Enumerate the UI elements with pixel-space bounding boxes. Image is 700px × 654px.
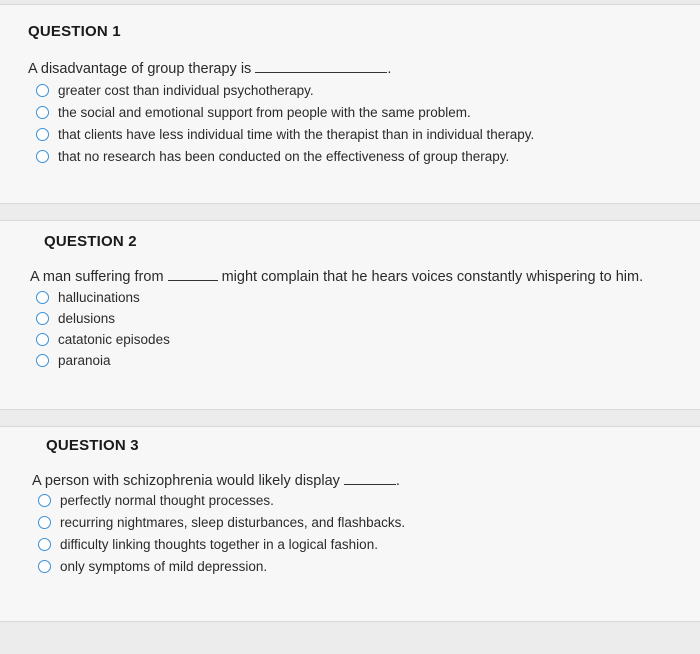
question-1-stem-end: .	[387, 61, 392, 77]
option-label: hallucinations	[58, 289, 140, 305]
option-label: paranoia	[58, 352, 111, 368]
question-1-blank	[255, 71, 387, 73]
option-label: difficulty linking thoughts together in a logical fashion.	[60, 536, 378, 552]
radio-button[interactable]	[36, 128, 49, 141]
question-3-stem	[32, 473, 400, 489]
question-2-stem-end: might complain that he hears voices constantly whispering to him.	[221, 269, 644, 285]
radio-button[interactable]	[38, 560, 51, 573]
divider	[0, 622, 700, 654]
question-1-option-3[interactable]	[36, 125, 534, 143]
option-label: catatonic episodes	[58, 331, 170, 347]
question-1-panel	[0, 4, 700, 204]
question-1-stem	[28, 61, 391, 77]
question-2-title: QUESTION 2	[44, 233, 137, 250]
question-2-option-4[interactable]	[36, 351, 111, 369]
question-2-option-2[interactable]	[36, 309, 115, 327]
option-label: delusions	[58, 310, 116, 326]
question-3-option-1[interactable]	[38, 491, 274, 509]
question-3-title: QUESTION 3	[46, 437, 139, 454]
question-3-option-2[interactable]	[38, 513, 405, 531]
question-3-panel	[0, 426, 700, 622]
question-3-stem-text: A person with schizophrenia would likely display	[32, 473, 340, 489]
radio-button[interactable]	[36, 106, 49, 119]
radio-button[interactable]	[36, 333, 49, 346]
question-3-stem-end: .	[395, 473, 400, 489]
radio-button[interactable]	[36, 84, 49, 97]
question-1-stem-text: A disadvantage of group therapy is	[28, 61, 252, 77]
radio-button[interactable]	[36, 354, 49, 367]
option-label: perfectly normal thought processes.	[60, 492, 274, 508]
radio-button[interactable]	[36, 150, 49, 163]
option-label: that no research has been conducted on the effectiveness of group therapy.	[58, 148, 510, 164]
option-label: greater cost than individual psychotherapy.	[58, 82, 314, 98]
divider	[0, 410, 700, 426]
radio-button[interactable]	[38, 516, 51, 529]
option-label: recurring nightmares, sleep disturbances, and flashbacks.	[60, 514, 406, 530]
question-1-option-1[interactable]	[36, 81, 314, 99]
option-label: the social and emotional support from people with the same problem.	[58, 104, 471, 120]
question-1-option-4[interactable]	[36, 147, 509, 165]
question-2-option-3[interactable]	[36, 330, 170, 348]
question-2-panel	[0, 220, 700, 410]
question-3-option-3[interactable]	[38, 535, 378, 553]
radio-button[interactable]	[36, 291, 49, 304]
question-3-blank	[344, 483, 396, 485]
question-2-blank	[168, 279, 218, 281]
radio-button[interactable]	[38, 494, 51, 507]
question-2-stem	[30, 269, 643, 285]
question-1-title: QUESTION 1	[28, 23, 121, 40]
question-2-stem-text: A man suffering from	[30, 269, 164, 285]
divider	[0, 204, 700, 220]
question-2-option-1[interactable]	[36, 288, 140, 306]
question-3-option-4[interactable]	[38, 557, 267, 575]
option-label: only symptoms of mild depression.	[60, 558, 268, 574]
question-1-option-2[interactable]	[36, 103, 471, 121]
radio-button[interactable]	[38, 538, 51, 551]
radio-button[interactable]	[36, 312, 49, 325]
option-label: that clients have less individual time with the therapist than in individual therapy.	[58, 126, 535, 142]
